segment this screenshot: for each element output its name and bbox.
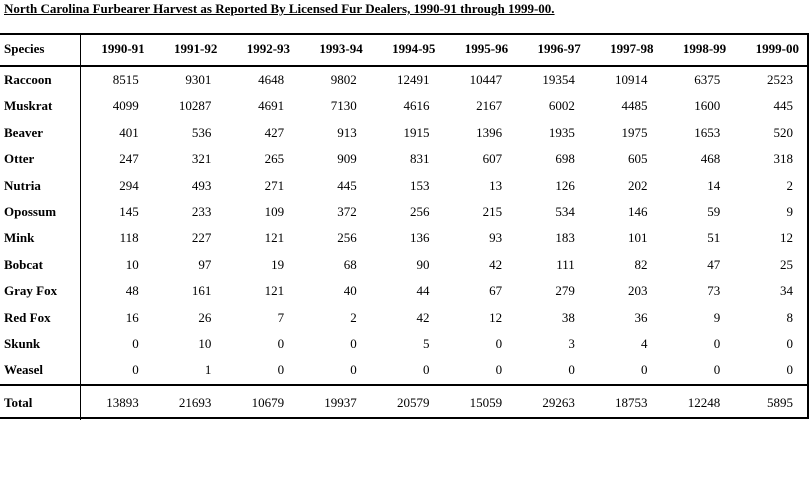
harvest-value-cell: 7: [277, 309, 285, 325]
harvest-value-cell: 279: [555, 283, 575, 299]
total-value-cell: 12248: [662, 385, 735, 420]
harvest-value-cell: 909: [337, 151, 357, 167]
harvest-value-cell: 256: [409, 204, 430, 220]
harvest-value-cell: 0: [350, 336, 357, 352]
species-name: Red Fox: [0, 305, 80, 331]
harvest-value-cell: 10: [198, 336, 212, 352]
harvest-value-cell: 427: [264, 124, 285, 140]
harvest-value-cell: 227: [191, 230, 212, 246]
harvest-value-cell: 8515: [112, 72, 139, 87]
table-row: [0, 173, 807, 199]
year-column-header: 1995-96: [443, 33, 516, 66]
table-row: [0, 305, 807, 331]
harvest-value-cell: 468: [700, 151, 721, 167]
harvest-value-cell: 12: [489, 309, 503, 325]
harvest-value-cell: 10914: [615, 72, 648, 87]
total-value-cell: 5895: [734, 385, 807, 420]
total-value-cell: 29263: [516, 385, 589, 420]
harvest-value-cell: 0: [786, 362, 793, 378]
table-row: [0, 146, 807, 172]
table-row: [0, 66, 807, 93]
harvest-value-cell: 59: [707, 204, 721, 220]
furbearer-harvest-table: [0, 33, 807, 420]
harvest-value-cell: 90: [416, 256, 430, 272]
harvest-value-cell: 2: [786, 177, 793, 193]
harvest-value-cell: 0: [132, 336, 139, 352]
harvest-value-cell: 4: [641, 336, 648, 352]
harvest-value-cell: 121: [264, 230, 285, 246]
harvest-value-cell: 16: [125, 309, 139, 325]
harvest-value-cell: 9802: [330, 72, 357, 87]
harvest-value-cell: 93: [489, 230, 503, 246]
harvest-value-cell: 146: [628, 204, 648, 220]
species-name: Beaver: [0, 120, 80, 146]
harvest-value-cell: 3: [568, 336, 575, 352]
year-column-header: 1998-99: [662, 33, 735, 66]
harvest-value-cell: 321: [191, 151, 212, 167]
harvest-value-cell: 153: [409, 177, 430, 193]
harvest-value-cell: 9301: [185, 72, 212, 87]
table-row: [0, 357, 807, 384]
species-name: Weasel: [0, 357, 80, 384]
harvest-value-cell: 0: [495, 336, 503, 352]
year-column-header: 1990-91: [80, 33, 153, 66]
species-column-header: Species: [0, 33, 80, 66]
harvest-value-cell: 215: [482, 204, 503, 220]
harvest-value-cell: 607: [482, 151, 503, 167]
table-body: [0, 66, 807, 420]
year-column-header: 1994-95: [371, 33, 444, 66]
species-name: Opossum: [0, 199, 80, 225]
harvest-value-cell: 0: [568, 362, 575, 378]
harvest-value-cell: 4099: [112, 98, 139, 114]
harvest-value-cell: 73: [707, 283, 721, 299]
table-row: [0, 93, 807, 119]
year-column-header: 1996-97: [516, 33, 589, 66]
harvest-value-cell: 4648: [258, 72, 285, 87]
harvest-value-cell: 36: [634, 309, 648, 325]
year-column-header: 1997-98: [589, 33, 662, 66]
harvest-value-cell: 1653: [694, 124, 721, 140]
harvest-value-cell: 247: [119, 151, 139, 167]
table-row: [0, 278, 807, 304]
harvest-value-cell: 372: [337, 204, 357, 220]
harvest-value-cell: 42: [416, 309, 430, 325]
harvest-value-cell: 202: [628, 177, 648, 193]
total-label: Total: [0, 385, 80, 420]
table-row: [0, 331, 807, 357]
species-name: Skunk: [0, 331, 80, 357]
species-name: Raccoon: [0, 66, 80, 93]
total-row: [0, 385, 807, 420]
harvest-value-cell: 0: [641, 362, 648, 378]
harvest-value-cell: 13: [489, 177, 503, 193]
species-name: Mink: [0, 225, 80, 251]
harvest-value-cell: 136: [409, 230, 430, 246]
harvest-value-cell: 121: [264, 283, 285, 299]
harvest-value-cell: 82: [634, 256, 648, 272]
harvest-value-cell: 47: [707, 256, 721, 272]
harvest-value-cell: 534: [555, 204, 575, 220]
harvest-value-cell: 1935: [548, 124, 575, 140]
total-value-cell: 18753: [589, 385, 662, 420]
harvest-value-cell: 51: [707, 230, 721, 246]
harvest-value-cell: 161: [191, 283, 212, 299]
harvest-value-cell: 2167: [476, 98, 503, 114]
harvest-value-cell: 4616: [403, 98, 430, 114]
harvest-value-cell: 203: [628, 283, 648, 299]
total-value-cell: 13893: [80, 385, 153, 420]
harvest-value-cell: 10447: [469, 72, 503, 87]
harvest-value-cell: 401: [119, 124, 139, 140]
harvest-value-cell: 0: [786, 336, 793, 352]
harvest-value-cell: 1600: [694, 98, 721, 114]
harvest-value-cell: 68: [343, 256, 357, 272]
harvest-value-cell: 6002: [548, 98, 575, 114]
harvest-value-cell: 118: [119, 230, 139, 246]
harvest-value-cell: 48: [125, 283, 139, 299]
harvest-value-cell: 1915: [403, 124, 430, 140]
harvest-value-cell: 0: [277, 362, 285, 378]
harvest-value-cell: 265: [264, 151, 285, 167]
total-value-cell: 10679: [225, 385, 298, 420]
year-column-header: 1992-93: [225, 33, 298, 66]
harvest-value-cell: 111: [556, 256, 575, 272]
harvest-value-cell: 67: [489, 283, 503, 299]
harvest-value-cell: 4691: [258, 98, 285, 114]
harvest-value-cell: 6375: [694, 72, 721, 87]
harvest-value-cell: 1: [204, 362, 212, 378]
harvest-value-cell: 19: [271, 256, 285, 272]
table-row: [0, 252, 807, 278]
table-row: [0, 225, 807, 251]
harvest-value-cell: 536: [191, 124, 212, 140]
harvest-value-cell: 10: [125, 256, 139, 272]
harvest-value-cell: 2523: [767, 72, 793, 87]
total-value-cell: 21693: [153, 385, 226, 420]
harvest-value-cell: 1975: [621, 124, 648, 140]
table-row: [0, 120, 807, 146]
harvest-value-cell: 42: [489, 256, 503, 272]
harvest-value-cell: 7130: [330, 98, 357, 114]
harvest-value-cell: 97: [198, 256, 212, 272]
harvest-value-cell: 233: [191, 204, 212, 220]
harvest-value-cell: 183: [555, 230, 575, 246]
harvest-value-cell: 10287: [178, 98, 212, 114]
species-name: Muskrat: [0, 93, 80, 119]
harvest-value-cell: 14: [707, 177, 721, 193]
harvest-value-cell: 520: [773, 124, 793, 140]
harvest-value-cell: 5: [422, 336, 430, 352]
harvest-value-cell: 26: [198, 309, 212, 325]
harvest-value-cell: 0: [277, 336, 285, 352]
total-value-cell: 20579: [371, 385, 444, 420]
harvest-value-cell: 294: [119, 177, 139, 193]
species-name: Bobcat: [0, 252, 80, 278]
harvest-value-cell: 40: [343, 283, 357, 299]
harvest-value-cell: 9: [786, 204, 793, 220]
harvest-value-cell: 0: [495, 362, 503, 378]
table-row: [0, 199, 807, 225]
harvest-value-cell: 445: [773, 98, 793, 114]
harvest-value-cell: 605: [628, 151, 648, 167]
harvest-value-cell: 2: [350, 309, 357, 325]
harvest-value-cell: 9: [713, 309, 721, 325]
harvest-value-cell: 831: [409, 151, 430, 167]
species-name: Gray Fox: [0, 278, 80, 304]
year-column-header: 1991-92: [153, 33, 226, 66]
harvest-value-cell: 318: [773, 151, 793, 167]
page-title: North Carolina Furbearer Harvest as Reported By Licensed Fur Dealers, 1990-91 through 1999-00.: [4, 1, 555, 16]
harvest-value-cell: 698: [555, 151, 575, 167]
harvest-value-cell: 0: [713, 336, 721, 352]
harvest-value-cell: 12: [780, 230, 793, 246]
harvest-value-cell: 913: [337, 124, 357, 140]
harvest-value-cell: 256: [337, 230, 357, 246]
harvest-value-cell: 493: [191, 177, 212, 193]
harvest-value-cell: 0: [132, 362, 139, 378]
harvest-value-cell: 0: [422, 362, 430, 378]
species-name: Nutria: [0, 173, 80, 199]
header-row: [0, 33, 807, 66]
harvest-value-cell: 109: [264, 204, 285, 220]
harvest-value-cell: 4485: [621, 98, 648, 114]
harvest-value-cell: 0: [713, 362, 721, 378]
harvest-value-cell: 12491: [396, 72, 430, 87]
harvest-value-cell: 271: [264, 177, 285, 193]
harvest-value-cell: 126: [555, 177, 575, 193]
total-value-cell: 15059: [443, 385, 516, 420]
harvest-value-cell: 44: [416, 283, 430, 299]
harvest-value-cell: 145: [119, 204, 139, 220]
harvest-value-cell: 445: [337, 177, 357, 193]
harvest-value-cell: 34: [780, 283, 793, 299]
species-name: Otter: [0, 146, 80, 172]
harvest-value-cell: 0: [350, 362, 357, 378]
year-column-header: 1999-00: [734, 33, 807, 66]
year-column-header: 1993-94: [298, 33, 371, 66]
harvest-value-cell: 38: [561, 309, 575, 325]
harvest-value-cell: 1396: [476, 124, 503, 140]
harvest-value-cell: 101: [628, 230, 648, 246]
total-value-cell: 19937: [298, 385, 371, 420]
harvest-value-cell: 8: [786, 309, 793, 325]
harvest-value-cell: 25: [780, 256, 793, 272]
harvest-value-cell: 19354: [542, 72, 575, 87]
